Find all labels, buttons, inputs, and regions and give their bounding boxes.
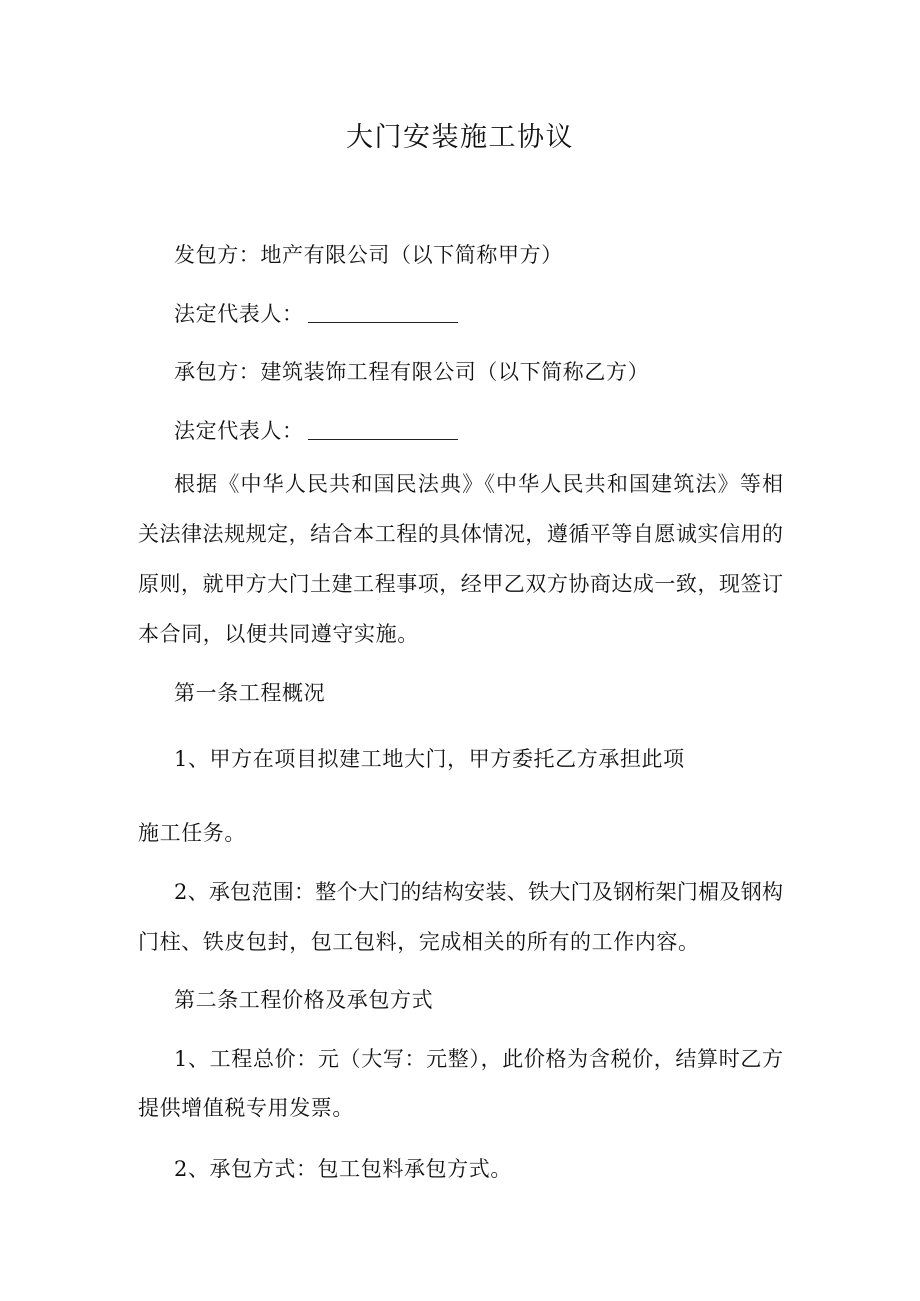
party-b-rep-label: 法定代表人： <box>174 419 304 443</box>
preamble-line-1: 根据《中华人民共和国民法典》《中华人民共和国建筑法》等相 <box>174 472 783 496</box>
party-a-rep-blank <box>308 321 458 323</box>
article-1-item-2-line-2: 门柱、铁皮包封，包工包料，完成相关的所有的工作内容。 <box>138 930 700 954</box>
party-a-line: 发包方：地产有限公司（以下简称甲方） <box>174 243 563 267</box>
article-1-item-1-line-1: 1、甲方在项目拟建工地大门，甲方委托乙方承担此项 <box>174 747 685 771</box>
party-b-rep-blank <box>308 438 458 440</box>
preamble-line-2: 关法律法规规定，结合本工程的具体情况，遵循平等自愿诚实信用的 <box>138 522 783 546</box>
document-title: 大门安装施工协议 <box>346 122 574 153</box>
party-b-representative-line <box>174 416 458 446</box>
party-a-rep-label: 法定代表人： <box>174 302 304 326</box>
preamble-line-4: 本合同，以便共同遵守实施。 <box>138 622 419 646</box>
party-a-representative-line <box>174 299 458 329</box>
preamble-line-3: 原则，就甲方大门土建工程事项，经甲乙双方协商达成一致，现签订 <box>138 572 783 596</box>
article-2-item-1-line-1: 1、工程总价：元（大写：元整），此价格为含税价，结算时乙方 <box>174 1047 783 1071</box>
party-b-line: 承包方：建筑装饰工程有限公司（以下简称乙方） <box>174 360 650 384</box>
article-2-item-1-line-2: 提供增值税专用发票。 <box>138 1096 354 1120</box>
article-1-item-2-line-1: 2、承包范围：整个大门的结构安装、铁大门及钢桁架门楣及钢构 <box>174 880 783 904</box>
article-2-heading: 第二条工程价格及承包方式 <box>174 988 434 1012</box>
article-2-item-2-line: 2、承包方式：包工包料承包方式。 <box>174 1157 512 1181</box>
article-1-item-1-line-2: 施工任务。 <box>138 821 246 845</box>
article-1-heading: 第一条工程概况 <box>174 681 326 705</box>
